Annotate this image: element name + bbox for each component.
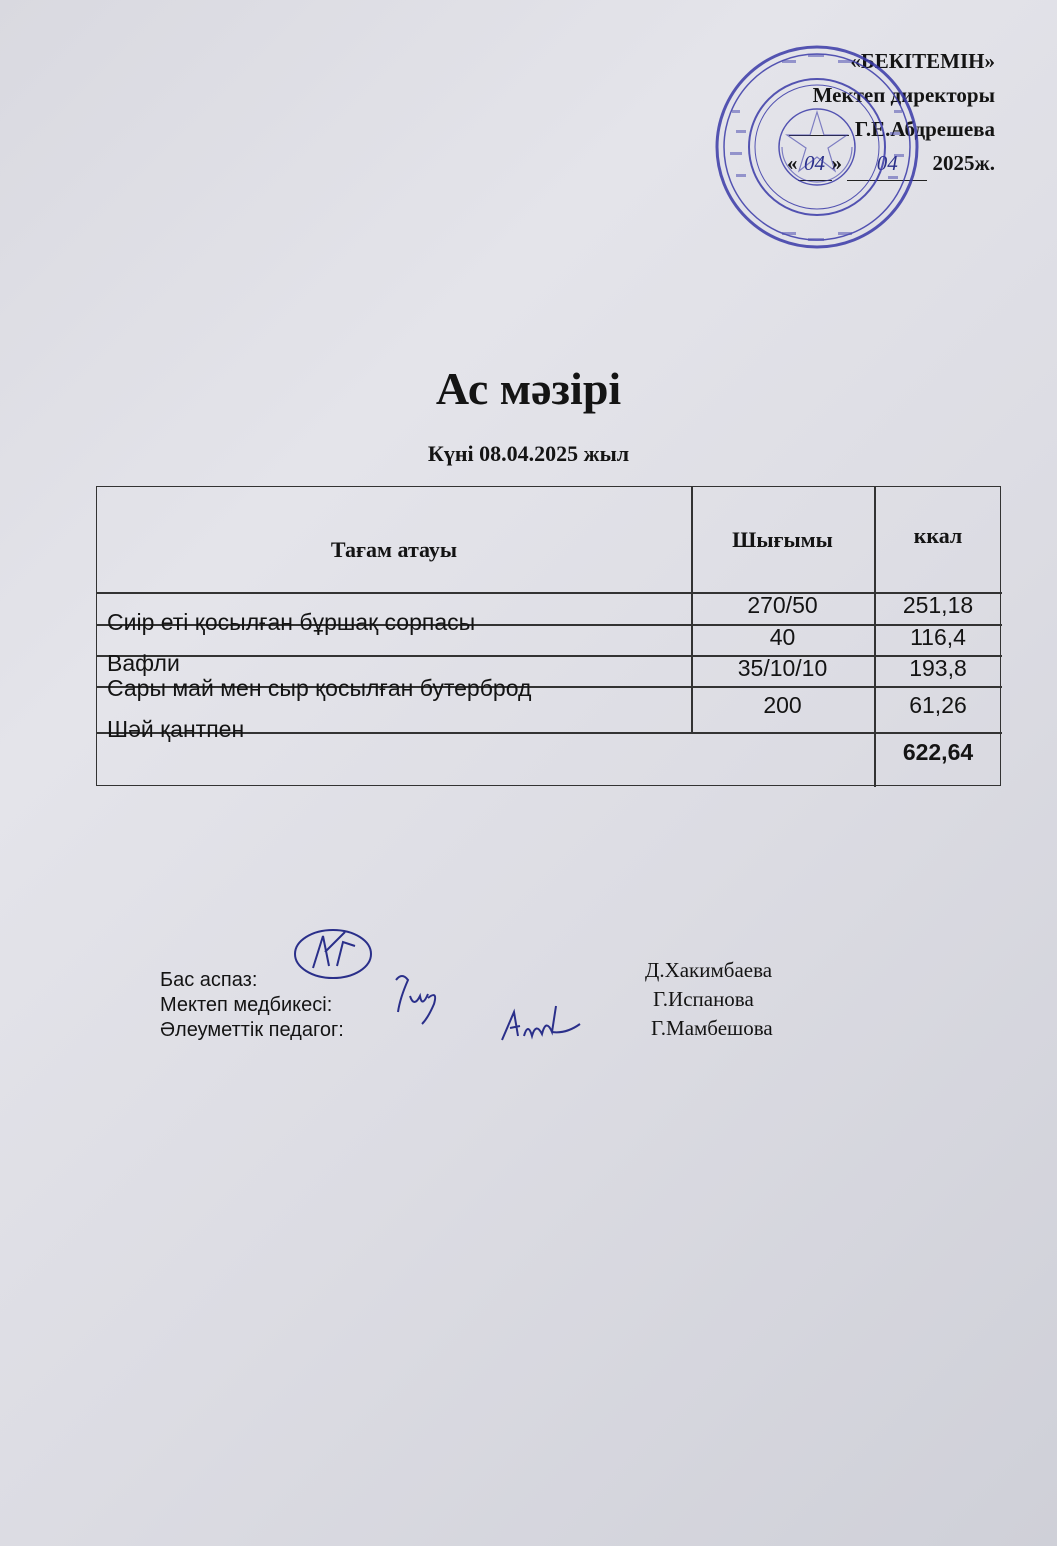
table-row-yield: 35/10/10 (737, 655, 828, 681)
approval-month: 04 (847, 146, 927, 181)
name-school-nurse: Г.Испанова (653, 987, 754, 1011)
table-row-name: Сары май мен сыр қосылған бутерброд (107, 675, 532, 701)
page-title: Ас мәзірі (435, 363, 622, 414)
header-yield: Шығымы (732, 527, 833, 552)
table-row-name: Сиір еті қосылған бұршақ сорпасы (107, 609, 476, 635)
official-stamp-icon (712, 40, 922, 255)
signature-names (645, 956, 773, 1043)
menu-date: Күні 08.04.2025 жыл (427, 441, 630, 466)
table-row-name: Шәй қантпен (107, 716, 245, 742)
table-total-kcal: 622,64 (902, 739, 974, 765)
role-school-nurse: Мектеп медбикесі: (160, 994, 333, 1016)
approval-position: Мектеп директоры (812, 83, 995, 107)
header-dish-name: Тағам атауы (330, 537, 458, 562)
approval-day: 04 (798, 146, 832, 181)
table-row-yield: 270/50 (747, 592, 818, 618)
approval-title: «БЕКІТЕМІН» (850, 49, 995, 73)
table-row-kcal: 193,8 (909, 655, 967, 681)
table-row-name: Вафли (107, 650, 180, 676)
name-social-teacher: Г.Мамбешова (651, 1016, 773, 1040)
menu-table (96, 486, 1001, 786)
table-row-yield: 40 (769, 624, 796, 650)
signature-nurse-icon (388, 968, 456, 1028)
table-row-kcal: 61,26 (909, 692, 967, 718)
name-head-cook: Д.Хакимбаева (645, 958, 773, 982)
role-social-teacher: Әлеуметтік педагог: (160, 1019, 344, 1041)
table-row-kcal: 116,4 (910, 624, 966, 650)
header-kcal: ккал (913, 523, 963, 548)
signature-cook-icon (285, 922, 375, 984)
approval-director-name: Г.Е.Абдрешева (787, 112, 995, 146)
table-row-kcal: 251,18 (902, 592, 974, 618)
table-row-yield: 200 (763, 692, 802, 718)
approval-date: « 04 » 04 2025ж. (787, 146, 995, 181)
role-head-cook: Бас аспаз: (160, 969, 258, 991)
signature-social-teacher-icon (496, 1000, 582, 1048)
